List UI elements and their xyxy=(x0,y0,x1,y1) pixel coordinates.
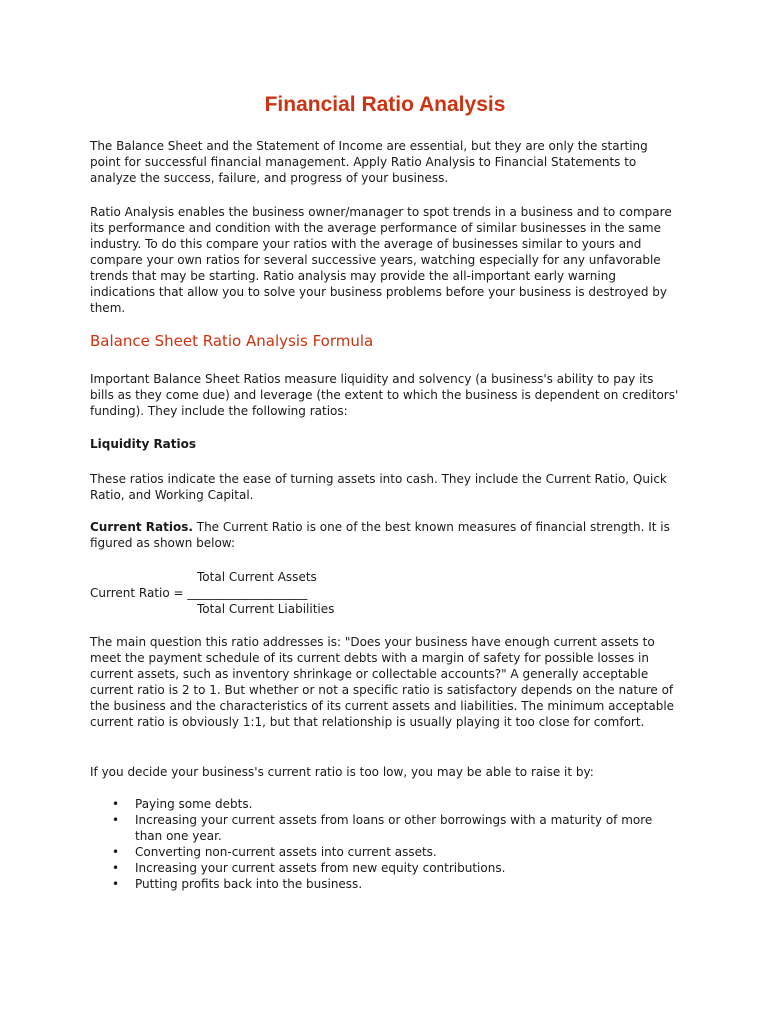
current-ratios-text: The Current Ratio is one of the best known measures of financial strength. It is figured as shown below: xyxy=(90,520,670,550)
liquidity-ratios-heading: Liquidity Ratios xyxy=(90,437,197,451)
list-item xyxy=(90,876,680,892)
bullet-glyph: • xyxy=(112,797,120,811)
list-item-text: Paying some debts. xyxy=(135,797,253,811)
list-item xyxy=(90,796,680,812)
list-item-text: Converting non-current assets into current assets. xyxy=(135,845,437,859)
formula-label: Current Ratio = ____________________ xyxy=(90,586,308,600)
liquidity-paragraph: These ratios indicate the ease of turning assets into cash. They include the Current Ratio, Quick Ratio, and Working Capital. xyxy=(90,472,667,502)
formula-denominator: Total Current Liabilities xyxy=(197,602,335,616)
current-ratios-lead: Current Ratios. xyxy=(90,520,193,534)
section-heading: Balance Sheet Ratio Analysis Formula xyxy=(90,332,374,350)
bullet-glyph: • xyxy=(112,845,120,859)
raise-ratio-list xyxy=(90,796,680,892)
list-item xyxy=(90,812,680,844)
question-paragraph: The main question this ratio addresses is: "Does your business have enough current assets to meet the payment schedule of its current debts with a margin of safety for possible losses in current assets, such as inventory shrinkage or collectable accounts?" A generally acceptable current ratio is 2 to 1. But whether or not a specific ratio is satisfactory depends on the nature of the business and the characteristics of its current assets and liabilities. The minimum acceptable current ratio is obviously 1:1, but that relationship is usually playing it too close for comfort. xyxy=(90,635,675,729)
bullet-glyph: • xyxy=(112,861,120,875)
list-item-text: Putting profits back into the business. xyxy=(135,877,363,891)
section-paragraph: Important Balance Sheet Ratios measure liquidity and solvency (a business's ability to pay its bills as they come due) and leverage (the extent to which the business is dependent on creditors' funding). They include the following ratios: xyxy=(90,372,679,418)
bullet-glyph: • xyxy=(112,877,120,891)
intro-paragraph-2: Ratio Analysis enables the business owner/manager to spot trends in a business and to compare its performance and condition with the average performance of similar businesses in the same industry. To do this compare your ratios with the average of businesses similar to yours and compare your own ratios for several successive years, watching especially for any unfavorable trends that may be starting. Ratio analysis may provide the all-important early warning indications that allow you to solve your business problems before your business is destroyed by them. xyxy=(90,205,672,315)
intro-paragraph-1: The Balance Sheet and the Statement of Income are essential, but they are only the starting point for successful financial management. Apply Ratio Analysis to Financial Statements to analyze the success, failure, and progress of your business. xyxy=(90,139,648,185)
raise-paragraph: If you decide your business's current ratio is too low, you may be able to raise it by: xyxy=(90,765,594,779)
list-item xyxy=(90,860,680,876)
bullet-glyph: • xyxy=(112,813,120,827)
formula-numerator: Total Current Assets xyxy=(197,570,317,584)
list-item-text: Increasing your current assets from loans or other borrowings with a maturity of more than one year. xyxy=(135,813,653,843)
current-ratios-paragraph xyxy=(90,519,680,551)
page-title: Financial Ratio Analysis xyxy=(264,93,506,116)
list-item-text: Increasing your current assets from new equity contributions. xyxy=(135,861,506,875)
list-item xyxy=(90,844,680,860)
